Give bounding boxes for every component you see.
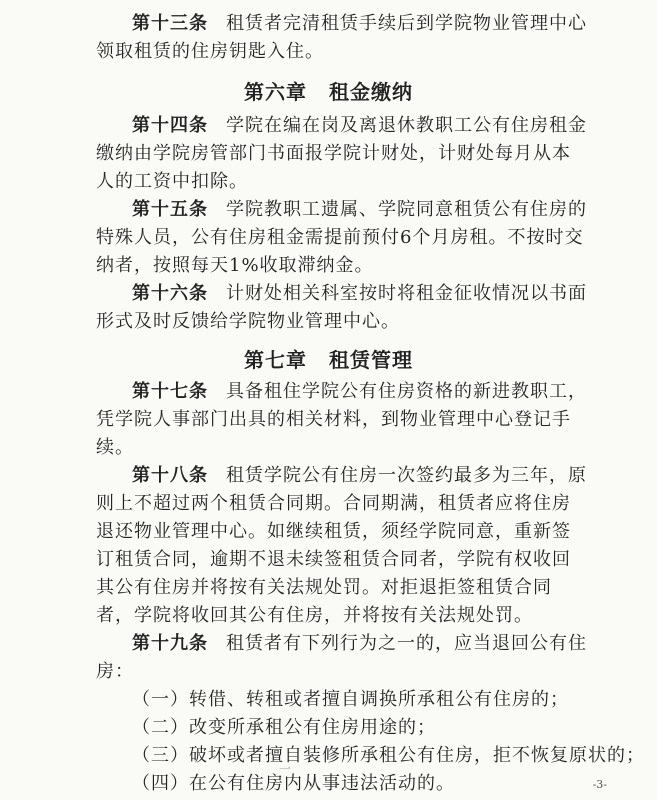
article-label: 第十六条: [132, 283, 208, 304]
article-16: [96, 280, 588, 336]
article-text: 租赁者完清租赁手续后到学院物业管理中心领取租赁的住房钥匙入住。: [96, 13, 587, 62]
article-18: [96, 462, 588, 630]
chapter-heading-7: [0, 344, 657, 373]
chapter-title: 租赁管理: [329, 348, 413, 372]
article-17: [96, 378, 588, 462]
chapter-7-body: [96, 378, 645, 798]
article-14: [96, 112, 588, 196]
article-19: [96, 630, 588, 686]
article-text: 计财处相关科室按时将租金征收情况以书面形式及时反馈给学院物业管理中心。: [96, 283, 587, 332]
article-text: 租赁者有下列行为之一的，应当退回公有住房：: [96, 633, 587, 682]
list-item: （二）改变所承租公有住房用途的；: [132, 717, 436, 738]
chapter-number: 第七章: [244, 348, 307, 372]
chapter-title: 租金缴纳: [329, 80, 413, 104]
chapter-6-body: [96, 112, 588, 336]
article-13: [96, 10, 588, 66]
article-text: 学院教职工遗属、学院同意租赁公有住房的特殊人员，公有住房租金需提前预付6个月房租。不按时交纳者，按照每天1%收取滞纳金。: [96, 199, 587, 276]
footer-mark: 一: [279, 762, 292, 776]
list-item: （四）在公有住房内从事违法活动的。: [132, 773, 455, 794]
article-label: 第十三条: [132, 13, 208, 34]
chapter-heading-6: [0, 76, 657, 105]
article-label: 第十五条: [132, 199, 208, 220]
article-label: 第十九条: [132, 633, 208, 654]
article-text: 租赁学院公有住房一次签约最多为三年，原则上不超过两个租赁合同期。合同期满，租赁者应将住房退还物业管理中心。如继续租赁，须经学院同意，重新签订租赁合同，逾期不退未续签租赁合同者，学院有权收回其公有住房并将按有关法规处罚。对拒退拒签租赁合同者，学院将收回其公有住房，并将按有关法规处罚。: [96, 465, 587, 626]
article-15: [96, 196, 588, 280]
page-number: -3-: [592, 778, 607, 791]
article-label: 第十四条: [132, 115, 208, 136]
article-label: 第十七条: [132, 381, 208, 402]
article-text: 具备租住学院公有住房资格的新进教职工，凭学院人事部门出具的相关材料，到物业管理中心登记手续。: [96, 381, 587, 458]
chapter-number: 第六章: [244, 80, 307, 104]
article-text: 学院在编在岗及离退休教职工公有住房租金缴纳由学院房管部门书面报学院计财处，计财处每月从本人的工资中扣除。: [96, 115, 587, 192]
article-label: 第十八条: [132, 465, 208, 486]
list-item: （三）破坏或者擅自装修所承租公有住房，拒不恢复原状的；: [132, 745, 645, 766]
list-item: （一）转借、转租或者擅自调换所承租公有住房的；: [132, 689, 569, 710]
